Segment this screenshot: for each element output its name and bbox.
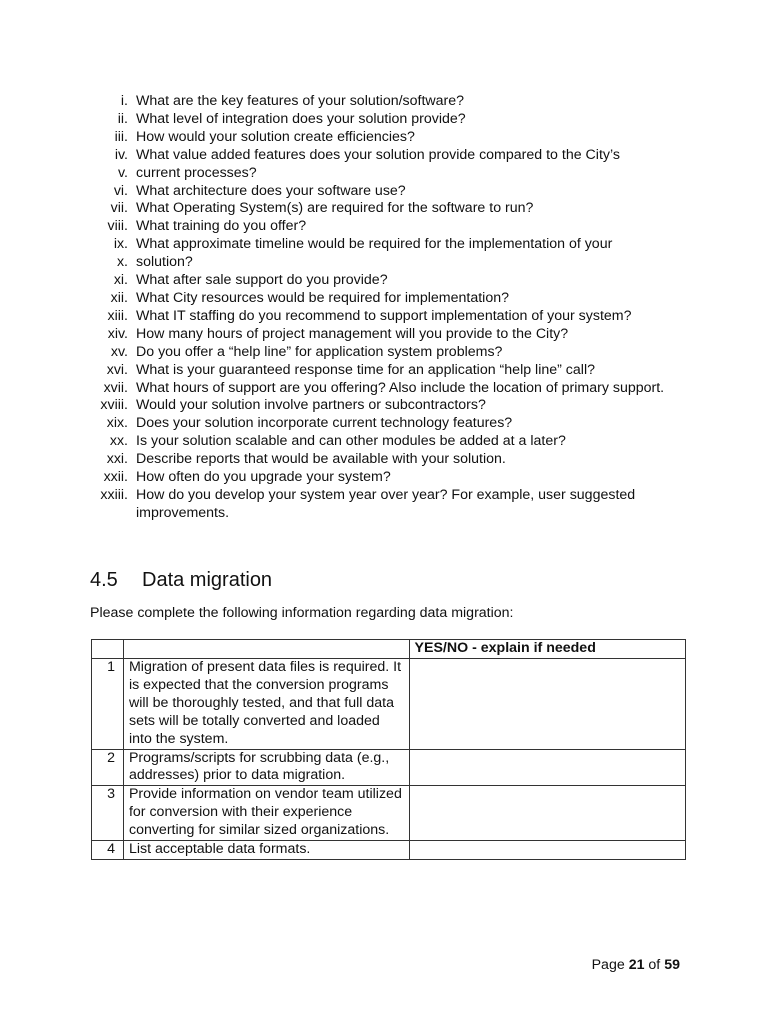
list-item: [90, 111, 686, 129]
row-answer-cell[interactable]: [409, 659, 685, 750]
list-item: [90, 308, 686, 326]
list-item: [90, 344, 686, 362]
table-row: [92, 749, 686, 786]
list-item-text: Describe reports that would be available with your solution.: [136, 451, 506, 468]
section-title: Data migration: [142, 569, 273, 591]
row-number: 1: [92, 659, 124, 750]
page-total: 59: [664, 957, 680, 973]
list-item-text: How many hours of project management will you provide to the City?: [136, 325, 569, 342]
list-item: [90, 362, 686, 380]
list-item-text: How would your solution create efficiencies?: [136, 128, 415, 145]
list-item-text: What Operating System(s) are required for the software to run?: [136, 200, 534, 217]
list-item-number: vii.: [110, 200, 128, 217]
list-item-text: What City resources would be required for implementation?: [136, 289, 509, 306]
list-item-number: xxi.: [106, 451, 128, 468]
header-cell-number: [92, 640, 124, 659]
list-item-text: Do you offer a “help line” for application system problems?: [136, 343, 503, 360]
page-label: Page: [591, 957, 625, 973]
row-number: 3: [92, 786, 124, 841]
list-item-number: xx.: [109, 433, 128, 450]
row-item: Programs/scripts for scrubbing data (e.g., addresses) prior to data migration.: [123, 749, 409, 786]
header-cell-answer: YES/NO - explain if needed: [409, 640, 685, 659]
list-item: [90, 272, 686, 290]
list-item-number: ii.: [117, 110, 128, 127]
list-item-text: What hours of support are you offering? Also include the location of primary support.: [136, 379, 665, 396]
list-item: [90, 290, 686, 308]
question-list: [90, 93, 686, 523]
list-item-number: xiii.: [107, 307, 128, 324]
page-current: 21: [628, 957, 645, 973]
row-item: Migration of present data files is required. It is expected that the conversion programs will be thoroughly tested, and that full data sets will be totally converted and loaded into the system.: [123, 659, 409, 750]
row-item: Provide information on vendor team utilized for conversion with their experience converting for similar sized organizations.: [123, 786, 409, 841]
list-item-number: v.: [118, 164, 128, 181]
table-row: [92, 786, 686, 841]
list-item-number: xv.: [110, 343, 128, 360]
list-item-number: viii.: [107, 218, 128, 235]
row-answer-cell[interactable]: [409, 786, 685, 841]
list-item: [90, 254, 686, 272]
list-item: [90, 433, 686, 451]
table-header-row: [92, 640, 686, 659]
list-item-text: What training do you offer?: [136, 218, 307, 235]
section-heading: [90, 566, 272, 594]
list-item-number: xii.: [110, 289, 128, 306]
list-item-number: xvi.: [106, 361, 128, 378]
list-item: [90, 380, 686, 398]
row-item: List acceptable data formats.: [123, 841, 409, 860]
list-item: [90, 93, 686, 111]
list-item-text: How often do you upgrade your system?: [136, 469, 391, 486]
list-item: [90, 326, 686, 344]
table-row: [92, 659, 686, 750]
list-item-text: Would your solution involve partners or subcontractors?: [136, 397, 486, 414]
list-item-number: x.: [116, 254, 128, 271]
list-item-text: current processes?: [136, 164, 257, 181]
list-item-text: What level of integration does your solution provide?: [136, 110, 466, 127]
list-item-text: Does your solution incorporate current technology features?: [136, 415, 513, 432]
list-item-text: What approximate timeline would be required for the implementation of your: [136, 236, 613, 253]
list-item-number: xiv.: [107, 325, 128, 342]
list-item: [90, 415, 686, 433]
page-of-label: of: [648, 957, 661, 973]
list-item-text: What after sale support do you provide?: [136, 272, 388, 289]
list-item: [90, 183, 686, 201]
header-cell-item: [123, 640, 409, 659]
list-item-number: xxii.: [103, 469, 128, 486]
section-number: 4.5: [90, 569, 118, 591]
list-item-number: xviii.: [100, 397, 128, 414]
list-item: [90, 165, 686, 183]
list-item-text: What architecture does your software use?: [136, 182, 406, 199]
list-item-number: ix.: [113, 236, 128, 253]
list-item: [90, 487, 686, 523]
row-number: 2: [92, 749, 124, 786]
list-item: [90, 129, 686, 147]
data-migration-table: [91, 639, 686, 860]
list-item-number: xvii.: [103, 379, 128, 396]
list-item-text: solution?: [136, 254, 193, 271]
list-item-number: xxiii.: [100, 486, 128, 503]
list-item: [90, 451, 686, 469]
page-footer: [592, 956, 680, 974]
list-item-text: How do you develop your system year over year? For example, user suggested improvements.: [136, 486, 636, 521]
list-item: [90, 147, 686, 165]
list-item-text: Is your solution scalable and can other modules be added at a later?: [136, 433, 566, 450]
list-item: [90, 218, 686, 236]
list-item-text: What are the key features of your solution/software?: [136, 93, 465, 109]
list-item: [90, 469, 686, 487]
row-answer-cell[interactable]: [409, 841, 685, 860]
list-item-number: iv.: [114, 146, 128, 163]
list-item-number: vi.: [113, 182, 128, 199]
list-item-text: What is your guaranteed response time for an application “help line” call?: [136, 361, 595, 378]
list-item-text: What IT staffing do you recommend to support implementation of your system?: [136, 307, 632, 324]
list-item-number: xix.: [106, 415, 128, 432]
list-item-number: xi.: [113, 272, 128, 289]
row-answer-cell[interactable]: [409, 749, 685, 786]
list-item-number: iii.: [114, 128, 128, 145]
table-row: [92, 841, 686, 860]
list-item: [90, 397, 686, 415]
section-intro: Please complete the following information regarding data migration:: [90, 605, 514, 621]
list-item: [90, 236, 686, 254]
list-item-number: i.: [120, 93, 128, 109]
list-item: [90, 200, 686, 218]
list-item-text: What value added features does your solution provide compared to the City’s: [136, 146, 620, 163]
row-number: 4: [92, 841, 124, 860]
